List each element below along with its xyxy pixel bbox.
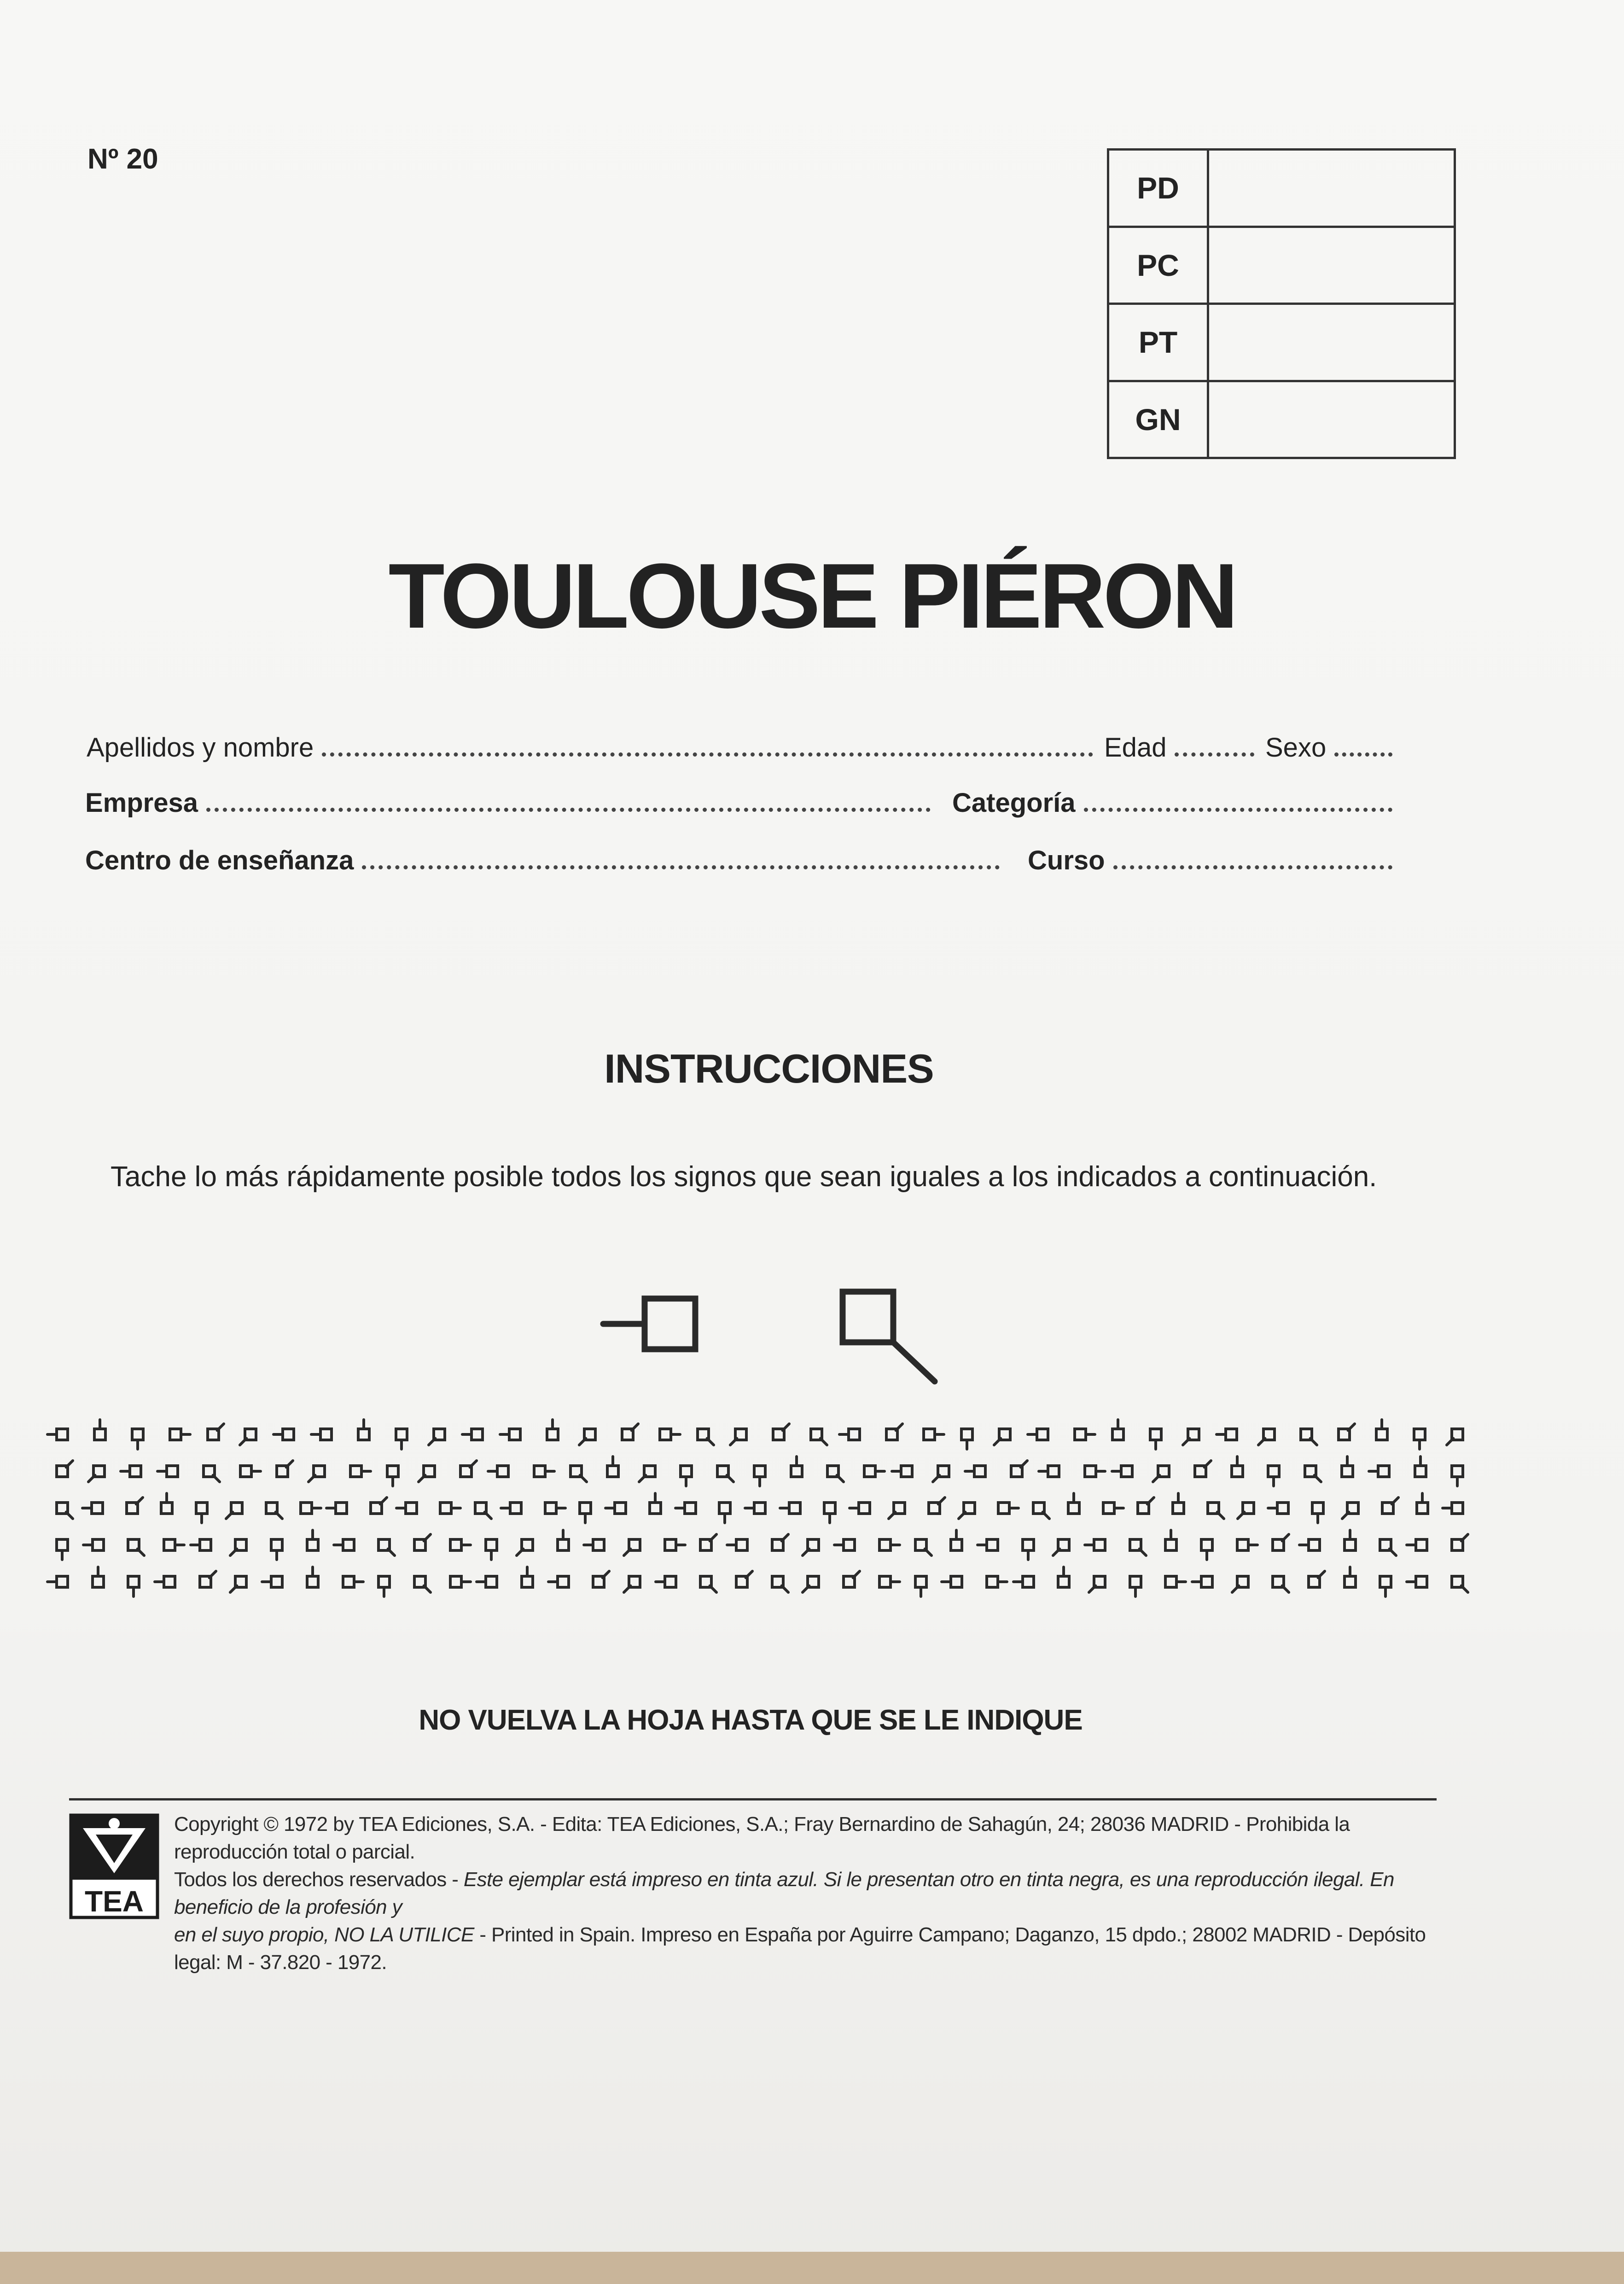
symbol-w[interactable] (499, 1418, 531, 1451)
course-line[interactable] (1113, 865, 1392, 869)
symbol-w[interactable] (1111, 1455, 1143, 1487)
symbol-ne[interactable] (266, 1455, 298, 1487)
instructions-heading: INSTRUCCIONES (604, 1046, 934, 1091)
symbol-sw[interactable] (1048, 1529, 1080, 1561)
symbol-sw[interactable] (1253, 1418, 1285, 1451)
symbol-se[interactable] (404, 1566, 436, 1598)
symbol-s[interactable] (1302, 1492, 1334, 1524)
symbol-ne[interactable] (197, 1418, 229, 1451)
symbol-sw[interactable] (883, 1492, 915, 1524)
symbol-s[interactable] (569, 1492, 601, 1524)
footer-divider (69, 1798, 1437, 1800)
form-number: Nº 20 (87, 143, 158, 175)
symbol-se[interactable] (560, 1455, 592, 1487)
symbol-n[interactable] (1155, 1529, 1187, 1561)
score-value-field[interactable] (1208, 227, 1455, 304)
company-line[interactable] (206, 807, 931, 812)
symbol-ne[interactable] (876, 1418, 908, 1451)
symbol-w[interactable] (1083, 1529, 1116, 1561)
symbol-s[interactable] (377, 1455, 409, 1487)
symbol-sw[interactable] (574, 1418, 606, 1451)
symbol-w[interactable] (310, 1418, 342, 1451)
symbol-s[interactable] (117, 1566, 150, 1598)
symbol-sw[interactable] (1227, 1566, 1259, 1598)
symbol-w[interactable] (46, 1566, 78, 1598)
symbol-ne[interactable] (763, 1418, 795, 1451)
symbol-se[interactable] (465, 1492, 497, 1524)
school-label: Centro de enseñanza (85, 845, 354, 875)
symbol-e[interactable] (976, 1566, 1008, 1598)
symbol-s[interactable] (1012, 1529, 1044, 1561)
symbol-e[interactable] (869, 1566, 901, 1598)
symbol-w[interactable] (325, 1492, 357, 1524)
score-label: PD (1108, 150, 1208, 227)
symbol-n[interactable] (511, 1566, 543, 1598)
symbol-se[interactable] (905, 1529, 937, 1561)
symbol-se[interactable] (256, 1492, 288, 1524)
age-line[interactable] (1175, 752, 1254, 757)
symbol-w[interactable] (604, 1492, 636, 1524)
symbol-e[interactable] (332, 1566, 365, 1598)
symbol-se[interactable] (1369, 1529, 1402, 1561)
copyright-line-3-end: - Printed in Spain. Impreso en España por Aguirre Campano; Daganzo, 15 dpdo.; 28002 MADRID - Depósito legal: M - 37.820 - 1972. (174, 1923, 1426, 1974)
symbol-w[interactable] (1191, 1566, 1223, 1598)
symbol-e[interactable] (340, 1455, 372, 1487)
symbol-sw[interactable] (225, 1566, 257, 1598)
symbol-w[interactable] (976, 1529, 1008, 1561)
symbol-n[interactable] (82, 1566, 114, 1598)
score-label: PT (1108, 304, 1208, 381)
score-row-pc (1108, 227, 1455, 304)
symbol-w[interactable] (461, 1418, 493, 1451)
symbol-e[interactable] (524, 1455, 556, 1487)
symbol-e[interactable] (1155, 1566, 1187, 1598)
symbol-s[interactable] (1191, 1529, 1223, 1561)
symbol-ne[interactable] (1372, 1492, 1404, 1524)
sex-line[interactable] (1334, 752, 1392, 757)
target-symbol-diagonal-stem (843, 1292, 935, 1381)
symbol-se[interactable] (690, 1566, 722, 1598)
score-row-pt (1108, 304, 1455, 381)
symbol-w[interactable] (726, 1529, 758, 1561)
symbol-se[interactable] (1262, 1566, 1294, 1598)
symbol-ne[interactable] (450, 1455, 482, 1487)
symbol-n[interactable] (348, 1418, 380, 1451)
symbol-n[interactable] (297, 1566, 329, 1598)
symbol-e[interactable] (654, 1529, 687, 1561)
company-label: Empresa (85, 788, 198, 818)
symbol-se[interactable] (117, 1529, 150, 1561)
category-label: Categoría (952, 788, 1076, 818)
symbol-sw[interactable] (511, 1529, 543, 1561)
score-row-gn (1108, 381, 1455, 458)
symbol-ne[interactable] (46, 1455, 78, 1487)
symbol-e[interactable] (649, 1418, 681, 1451)
symbol-sw[interactable] (618, 1566, 651, 1598)
symbol-n[interactable] (780, 1455, 813, 1487)
symbol-se[interactable] (687, 1418, 719, 1451)
symbol-s[interactable] (1119, 1566, 1152, 1598)
symbol-w[interactable] (940, 1566, 972, 1598)
symbol-w[interactable] (547, 1566, 579, 1598)
age-field[interactable] (1104, 732, 1261, 763)
symbol-n[interactable] (940, 1529, 972, 1561)
symbol-e[interactable] (988, 1492, 1020, 1524)
symbol-sw[interactable] (634, 1455, 666, 1487)
symbol-e[interactable] (854, 1455, 886, 1487)
copyright-line-3 (174, 1921, 1445, 1976)
category-line[interactable] (1084, 807, 1392, 812)
symbol-n[interactable] (536, 1418, 569, 1451)
symbol-sw[interactable] (225, 1529, 257, 1561)
symbol-w[interactable] (1215, 1418, 1247, 1451)
symbol-e[interactable] (153, 1529, 186, 1561)
symbol-s[interactable] (951, 1418, 983, 1451)
symbol-sw[interactable] (927, 1455, 960, 1487)
symbol-w[interactable] (964, 1455, 996, 1487)
score-label: PC (1108, 227, 1208, 304)
symbol-ne[interactable] (690, 1529, 722, 1561)
symbol-w[interactable] (475, 1566, 507, 1598)
symbol-sw[interactable] (234, 1418, 267, 1451)
symbol-ne[interactable] (1298, 1566, 1330, 1598)
symbol-n[interactable] (547, 1529, 579, 1561)
symbol-ne[interactable] (726, 1566, 758, 1598)
symbol-w[interactable] (81, 1492, 113, 1524)
symbol-s[interactable] (1403, 1418, 1436, 1451)
symbol-s[interactable] (1140, 1418, 1172, 1451)
score-value-field[interactable] (1208, 304, 1455, 381)
symbol-se[interactable] (1290, 1418, 1322, 1451)
symbol-se[interactable] (1294, 1455, 1327, 1487)
symbol-sw[interactable] (423, 1418, 455, 1451)
symbol-w[interactable] (261, 1566, 293, 1598)
test-title: TOULOUSE PIÉRON (388, 545, 1236, 647)
symbol-w[interactable] (156, 1455, 188, 1487)
symbol-w[interactable] (891, 1455, 923, 1487)
symbol-w[interactable] (1026, 1418, 1059, 1451)
course-label: Curso (1028, 845, 1105, 875)
target-symbols (594, 1285, 953, 1404)
symbol-se[interactable] (368, 1529, 400, 1561)
copyright-line-2-start: Todos los derechos reservados - (174, 1868, 459, 1891)
symbol-e[interactable] (535, 1492, 567, 1524)
symbol-s[interactable] (368, 1566, 400, 1598)
symbol-n[interactable] (597, 1455, 629, 1487)
surname-name-line[interactable] (322, 752, 1093, 757)
symbol-ne[interactable] (833, 1566, 865, 1598)
symbol-w[interactable] (654, 1566, 687, 1598)
symbol-s[interactable] (905, 1566, 937, 1598)
symbol-n[interactable] (639, 1492, 671, 1524)
symbol-n[interactable] (1366, 1418, 1398, 1451)
score-value-field[interactable] (1208, 381, 1455, 458)
symbol-s[interactable] (46, 1529, 78, 1561)
symbol-ne[interactable] (116, 1492, 148, 1524)
symbol-w[interactable] (119, 1455, 151, 1487)
symbol-se[interactable] (1119, 1529, 1152, 1561)
symbol-s[interactable] (475, 1529, 507, 1561)
copyright-line-2 (174, 1866, 1445, 1921)
background-surface (0, 2252, 1624, 2284)
target-symbol-left-stem (603, 1299, 695, 1349)
symbol-sw[interactable] (1337, 1492, 1369, 1524)
symbol-w[interactable] (582, 1529, 615, 1561)
symbol-sw[interactable] (1441, 1418, 1473, 1451)
score-box (1107, 148, 1456, 459)
symbol-w[interactable] (153, 1566, 186, 1598)
symbol-s[interactable] (709, 1492, 741, 1524)
symbol-s[interactable] (744, 1455, 776, 1487)
symbol-w[interactable] (1267, 1492, 1299, 1524)
symbol-sw[interactable] (221, 1492, 253, 1524)
symbol-sw[interactable] (797, 1566, 829, 1598)
symbol-sw[interactable] (1177, 1418, 1210, 1451)
symbol-w[interactable] (1012, 1566, 1044, 1598)
score-row-pd (1108, 150, 1455, 227)
symbol-e[interactable] (430, 1492, 462, 1524)
symbol-w[interactable] (189, 1529, 221, 1561)
symbol-n[interactable] (1221, 1455, 1253, 1487)
symbol-w[interactable] (1441, 1492, 1473, 1524)
symbol-w[interactable] (46, 1418, 78, 1451)
symbol-se[interactable] (762, 1566, 794, 1598)
symbol-ne[interactable] (582, 1566, 615, 1598)
school-line[interactable] (362, 865, 1000, 869)
sex-field[interactable] (1265, 732, 1399, 763)
symbol-e[interactable] (1064, 1418, 1096, 1451)
symbol-n[interactable] (1334, 1566, 1366, 1598)
symbol-w[interactable] (272, 1418, 304, 1451)
symbol-e[interactable] (913, 1418, 945, 1451)
symbol-sw[interactable] (797, 1529, 829, 1561)
symbol-w[interactable] (395, 1492, 427, 1524)
score-value-field[interactable] (1208, 150, 1455, 227)
copyright-line-3-italic: en el suyo propio, NO LA UTILICE (174, 1923, 474, 1946)
symbol-e[interactable] (159, 1418, 192, 1451)
symbol-ne[interactable] (1262, 1529, 1294, 1561)
copyright-notice (174, 1811, 1445, 1976)
symbol-se[interactable] (800, 1418, 832, 1451)
symbol-n[interactable] (297, 1529, 329, 1561)
symbol-w[interactable] (1405, 1566, 1438, 1598)
symbol-sw[interactable] (413, 1455, 445, 1487)
copyright-line-2-italic: Este ejemplar está impreso en tinta azul. Si le presentan otro en tinta negra, es una reproducción ilegal. En beneficio de la profesión y (174, 1868, 1394, 1918)
symbol-sw[interactable] (725, 1418, 757, 1451)
symbol-w[interactable] (82, 1529, 114, 1561)
symbol-row (46, 1418, 1473, 1451)
symbol-s[interactable] (385, 1418, 418, 1451)
symbol-w[interactable] (779, 1492, 811, 1524)
symbol-w[interactable] (1298, 1529, 1330, 1561)
symbol-w[interactable] (848, 1492, 880, 1524)
symbol-s[interactable] (1441, 1455, 1473, 1487)
symbol-w[interactable] (744, 1492, 776, 1524)
symbol-sw[interactable] (303, 1455, 335, 1487)
do-not-turn-notice: NO VUELVA LA HOJA HASTA QUE SE LE INDIQUE (419, 1704, 1083, 1736)
symbol-w[interactable] (1037, 1455, 1070, 1487)
symbol-sw[interactable] (1147, 1455, 1180, 1487)
copyright-line-1: Copyright © 1972 by TEA Ediciones, S.A. - Edita: TEA Ediciones, S.A.; Fray Bernardino de Sahagún, 24; 28036 MADRID - Prohibida la reproducción total o parcial. (174, 1813, 1350, 1863)
symbol-e[interactable] (440, 1529, 472, 1561)
symbol-se[interactable] (193, 1455, 225, 1487)
symbol-ne[interactable] (1328, 1418, 1360, 1451)
symbol-n[interactable] (1162, 1492, 1194, 1524)
school-field[interactable] (85, 845, 1006, 876)
symbol-ne[interactable] (1441, 1529, 1473, 1561)
symbol-w[interactable] (838, 1418, 870, 1451)
symbol-e[interactable] (1093, 1492, 1125, 1524)
symbol-se[interactable] (46, 1492, 78, 1524)
symbol-e[interactable] (1074, 1455, 1106, 1487)
symbol-w[interactable] (332, 1529, 365, 1561)
surname-name-field[interactable] (87, 732, 1100, 763)
symbol-row (46, 1492, 1473, 1524)
symbol-row (46, 1566, 1473, 1598)
symbol-ne[interactable] (189, 1566, 221, 1598)
symbol-sw[interactable] (953, 1492, 985, 1524)
symbol-se[interactable] (1023, 1492, 1055, 1524)
symbol-row (46, 1529, 1473, 1561)
symbol-w[interactable] (833, 1529, 865, 1561)
symbol-s[interactable] (1257, 1455, 1290, 1487)
symbol-row (46, 1455, 1473, 1487)
symbol-w[interactable] (487, 1455, 519, 1487)
symbol-s[interactable] (261, 1529, 293, 1561)
symbol-sw[interactable] (989, 1418, 1021, 1451)
symbol-s[interactable] (122, 1418, 154, 1451)
symbol-e[interactable] (230, 1455, 262, 1487)
symbol-w[interactable] (674, 1492, 706, 1524)
symbol-n[interactable] (1058, 1492, 1090, 1524)
symbol-n[interactable] (1331, 1455, 1363, 1487)
symbol-ne[interactable] (762, 1529, 794, 1561)
symbol-s[interactable] (814, 1492, 846, 1524)
score-label: GN (1108, 381, 1208, 458)
symbol-n[interactable] (1406, 1492, 1438, 1524)
symbol-w[interactable] (1405, 1529, 1438, 1561)
symbol-e[interactable] (869, 1529, 901, 1561)
symbol-ne[interactable] (1127, 1492, 1159, 1524)
symbol-w[interactable] (1368, 1455, 1400, 1487)
symbol-ne[interactable] (1184, 1455, 1217, 1487)
symbol-se[interactable] (1197, 1492, 1229, 1524)
age-label: Edad (1104, 733, 1167, 763)
category-field[interactable] (952, 787, 1399, 818)
symbol-n[interactable] (1334, 1529, 1366, 1561)
symbol-s[interactable] (1369, 1566, 1402, 1598)
surname-name-label: Apellidos y nombre (87, 733, 314, 763)
symbol-s[interactable] (670, 1455, 702, 1487)
symbol-n[interactable] (1102, 1418, 1134, 1451)
symbol-n[interactable] (84, 1418, 116, 1451)
symbol-ne[interactable] (611, 1418, 644, 1451)
symbol-sw[interactable] (83, 1455, 115, 1487)
symbol-e[interactable] (1227, 1529, 1259, 1561)
sex-label: Sexo (1265, 733, 1327, 763)
symbol-sw[interactable] (618, 1529, 651, 1561)
symbol-se[interactable] (707, 1455, 739, 1487)
symbol-n[interactable] (1048, 1566, 1080, 1598)
instructions-text: Tache lo más rápidamente posible todos los signos que sean iguales a los indicados a continuación. (111, 1161, 1377, 1193)
symbol-sw[interactable] (1232, 1492, 1264, 1524)
symbol-ne[interactable] (1001, 1455, 1033, 1487)
company-field[interactable] (85, 787, 937, 818)
symbol-se[interactable] (1441, 1566, 1473, 1598)
symbol-w[interactable] (500, 1492, 532, 1524)
symbol-ne[interactable] (918, 1492, 950, 1524)
symbol-ne[interactable] (404, 1529, 436, 1561)
tea-logo-text: TEA (85, 1885, 144, 1918)
symbol-sw[interactable] (1083, 1566, 1116, 1598)
tea-logo (69, 1813, 159, 1919)
symbol-s[interactable] (186, 1492, 218, 1524)
course-field[interactable] (1028, 845, 1399, 876)
symbol-se[interactable] (817, 1455, 849, 1487)
symbol-ne[interactable] (360, 1492, 392, 1524)
symbol-e[interactable] (290, 1492, 322, 1524)
symbol-n[interactable] (1404, 1455, 1437, 1487)
symbol-e[interactable] (440, 1566, 472, 1598)
symbol-n[interactable] (151, 1492, 183, 1524)
